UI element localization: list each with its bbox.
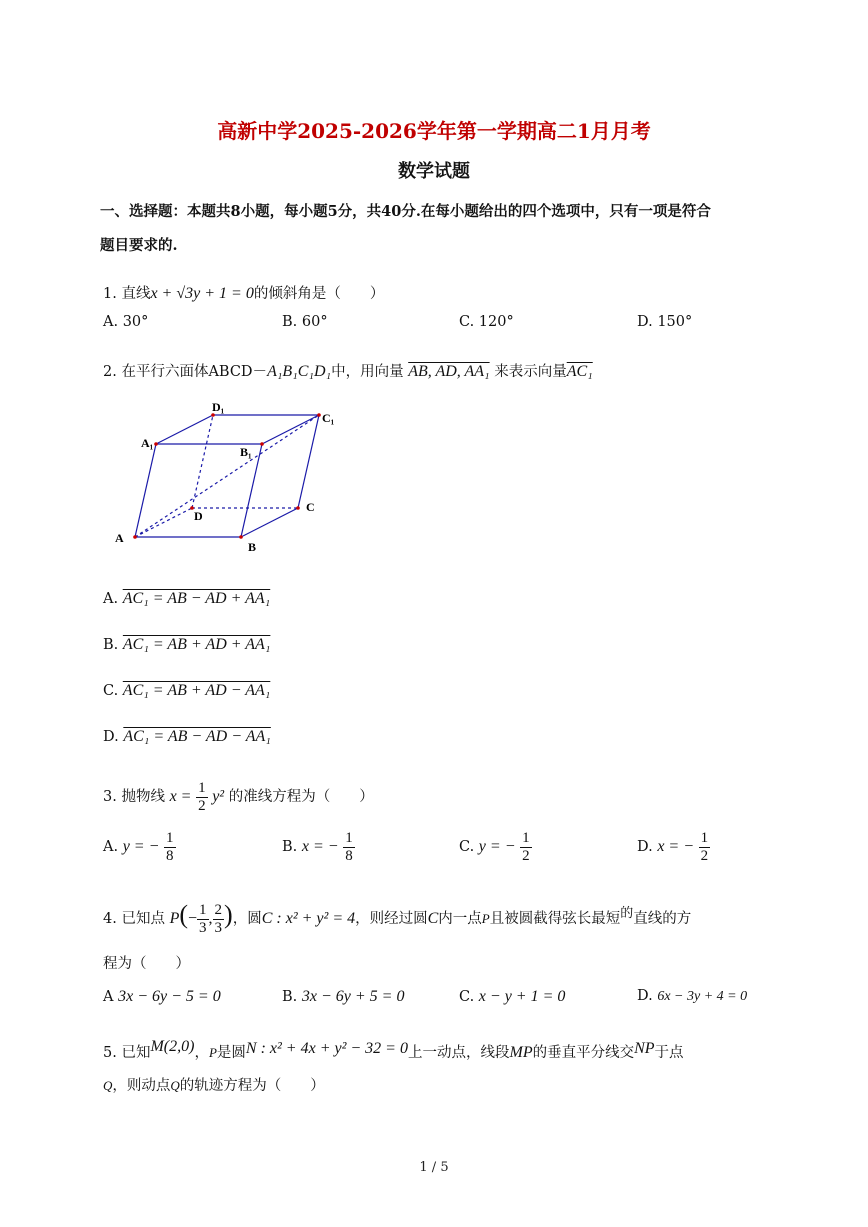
q3-option-b-lhs: x = −	[301, 838, 339, 855]
q3-option-a	[103, 830, 176, 864]
point-b	[239, 535, 243, 539]
q4-comma: ,	[208, 910, 213, 927]
q3-option-c-label: C.	[459, 839, 475, 855]
page-subtitle: 数学试题	[398, 161, 470, 182]
page-number: 1 / 5	[419, 1160, 449, 1175]
q4-p2: P	[481, 911, 490, 926]
question-1	[103, 282, 384, 303]
q4-option-d-expr: 6x − 3y + 4 = 0	[657, 989, 748, 1004]
q4-option-a	[103, 988, 221, 1006]
q4-frac-y-num: 2	[214, 902, 223, 918]
label-d1: D₁	[212, 400, 225, 414]
q1-option-b: B. 60°	[282, 314, 328, 330]
q2-option-c-label: C.	[103, 683, 119, 699]
question-3-lhs: x =	[169, 788, 192, 805]
edge-bc	[241, 508, 298, 537]
q4-option-c-label: C.	[459, 989, 475, 1005]
q4-option-a-expr: 3x − 6y − 5 = 0	[118, 988, 221, 1005]
parallelepiped-figure	[108, 398, 348, 558]
q3-frac-num: 1	[198, 780, 206, 796]
q4-frac-y	[213, 902, 225, 936]
question-3-tail: 的准线方程为（ ）	[228, 789, 374, 805]
question-2-target: AC₁	[566, 363, 593, 380]
label-b: B	[248, 540, 257, 554]
q2-option-d-label: D.	[103, 729, 119, 745]
question-3-rhs: y²	[212, 788, 225, 805]
question-2-tail: 来表示向量	[494, 364, 567, 380]
question-2-vectors: AB, AD, AA₁	[408, 363, 490, 380]
q5-circ-pre: 是圆	[216, 1045, 246, 1061]
q3-option-a-lhs: y = −	[122, 838, 160, 855]
question-3-fraction	[196, 780, 208, 814]
q2-option-b-expr: AC₁ = AB + AD + AA₁	[122, 636, 271, 653]
q3-option-d-num: 1	[700, 830, 709, 846]
q5-t4: ，则动点	[112, 1078, 171, 1094]
edge-cc1	[298, 415, 319, 508]
q3-option-d-frac	[699, 830, 711, 864]
q4-circle-eq: C : x² + y² = 4	[261, 910, 356, 927]
q4-tail4: 直线的方	[633, 911, 692, 927]
q5-t2: 的垂直平分线交	[532, 1045, 635, 1061]
q4-option-c-expr: x − y + 1 = 0	[478, 988, 566, 1005]
q5-p-pre: ，	[194, 1045, 209, 1061]
label-a: A	[115, 531, 124, 545]
diagonal-ac1	[135, 415, 319, 537]
q3-option-d-label: D.	[637, 839, 653, 855]
label-d: D	[194, 509, 203, 523]
q4-frac-x-num: 1	[199, 902, 207, 918]
q4-frac-x	[197, 902, 209, 936]
q2-option-a-expr: AC₁ = AB − AD + AA₁	[122, 590, 271, 607]
page-title: 高新中学2025-2026学年第一学期高二1月月考	[217, 119, 651, 143]
q3-option-d-lhs: x = −	[657, 838, 695, 855]
label-a1: A₁	[141, 436, 154, 450]
edge-b1c1	[262, 415, 319, 444]
q3-option-d-den: 2	[700, 847, 709, 864]
question-1-tail: 的倾斜角是（ ）	[253, 286, 385, 302]
q5-t3: 于点	[654, 1045, 684, 1061]
q1-option-c: C. 120°	[459, 314, 514, 330]
question-5-number: 5. 已知	[103, 1045, 151, 1061]
q2-option-d	[103, 728, 271, 746]
section-heading: 一、选择题：本题共8小题，每小题5分，共40分.在每小题给出的四个选项中，只有一项是符合	[100, 203, 711, 220]
edge-dd1-hidden	[192, 415, 213, 508]
q3-option-c-den: 2	[522, 847, 530, 864]
q3-option-b	[282, 830, 355, 864]
point-b1	[260, 442, 264, 446]
q5-q: Q	[103, 1078, 113, 1093]
q5-q2: Q	[170, 1078, 180, 1093]
q2-option-a	[103, 590, 270, 608]
q4-option-c	[459, 988, 565, 1006]
q3-option-c-frac	[520, 830, 532, 864]
q5-mp: MP	[509, 1044, 533, 1061]
q2-option-c-expr: AC₁ = AB + AD − AA₁	[122, 682, 271, 699]
point-a1	[154, 442, 158, 446]
q2-option-d-expr: AC₁ = AB − AD − AA₁	[123, 728, 271, 745]
question-2-solid: A₁B₁C₁D₁	[267, 363, 332, 380]
question-3	[103, 780, 374, 814]
q3-option-c-num: 1	[522, 830, 530, 846]
point-a	[133, 535, 137, 539]
q3-frac-den: 2	[198, 797, 206, 814]
q5-circle-eq: N : x² + 4x + y² − 32 = 0	[245, 1040, 408, 1057]
q2-option-b-label: B.	[103, 637, 119, 653]
q4-tail1: ，则经过圆	[355, 911, 428, 927]
q5-point-m: M(2,0)	[150, 1038, 195, 1055]
question-4-line2: 程为（ ）	[103, 956, 190, 972]
q3-option-a-num: 1	[166, 830, 174, 846]
question-3-number: 3. 抛物线	[103, 789, 165, 805]
q5-p: P	[208, 1045, 217, 1060]
q5-np: NP	[634, 1040, 655, 1057]
question-5	[103, 1038, 684, 1062]
question-5-line2	[103, 1074, 325, 1095]
q4-frac-x-den: 3	[199, 919, 207, 936]
q4-tail3: 且被圆截得弦长最短	[489, 911, 621, 927]
q4-paren-open: (	[179, 900, 189, 929]
q4-de: 的	[620, 906, 634, 921]
q3-option-d	[637, 830, 710, 864]
edge-ad-hidden	[135, 508, 192, 537]
question-2-mid: 中，用向量	[331, 364, 404, 380]
q1-option-d: D. 150°	[637, 314, 693, 330]
q4-tail2: 内一点	[438, 911, 482, 927]
section-heading-line2: 题目要求的.	[100, 237, 178, 254]
q3-option-b-frac	[343, 830, 355, 864]
q3-option-a-frac	[164, 830, 176, 864]
label-b1: B₁	[240, 445, 252, 459]
edge-aa1	[135, 444, 156, 537]
question-4	[103, 900, 691, 936]
q3-option-c	[459, 830, 532, 864]
q4-minus: −	[188, 910, 198, 927]
q3-option-a-den: 8	[166, 847, 174, 864]
question-1-number: 1. 直线	[103, 286, 151, 302]
q4-option-b-label: B.	[282, 989, 298, 1005]
label-c: C	[306, 500, 315, 514]
q3-option-b-label: B.	[282, 839, 298, 855]
q4-point-p: P	[169, 910, 180, 927]
q1-option-a: A. 30°	[103, 314, 149, 330]
q2-option-a-label: A.	[103, 591, 119, 607]
q5-t5: 的轨迹方程为（ ）	[179, 1078, 325, 1094]
edge-a1d1	[156, 415, 213, 444]
q5-t1: 上一动点，线段	[407, 1045, 510, 1061]
q4-option-a-label: A	[103, 989, 114, 1005]
point-c1	[317, 413, 321, 417]
q3-option-a-label: A.	[103, 839, 119, 855]
question-1-expr: x + √3y + 1 = 0	[150, 285, 254, 302]
q2-option-c	[103, 682, 270, 700]
q4-circle-pre: ，圆	[232, 911, 262, 927]
q3-option-b-num: 1	[345, 830, 353, 846]
q4-c: C	[427, 910, 439, 927]
q4-option-b	[282, 988, 404, 1006]
q3-option-c-lhs: y = −	[478, 838, 516, 855]
question-2-number: 2. 在平行六面体ABCD－	[103, 364, 268, 380]
q4-frac-y-den: 3	[214, 919, 223, 936]
label-c1: C₁	[322, 411, 335, 425]
question-2	[103, 360, 593, 381]
q3-option-b-den: 8	[345, 847, 353, 864]
point-c	[296, 506, 300, 510]
q4-paren-close: )	[224, 900, 233, 929]
q4-option-b-expr: 3x − 6y + 5 = 0	[301, 988, 405, 1005]
q4-option-d-label: D.	[637, 988, 653, 1004]
q4-option-d	[637, 988, 747, 1005]
question-4-number: 4. 已知点	[103, 911, 165, 927]
q2-option-b	[103, 636, 270, 654]
